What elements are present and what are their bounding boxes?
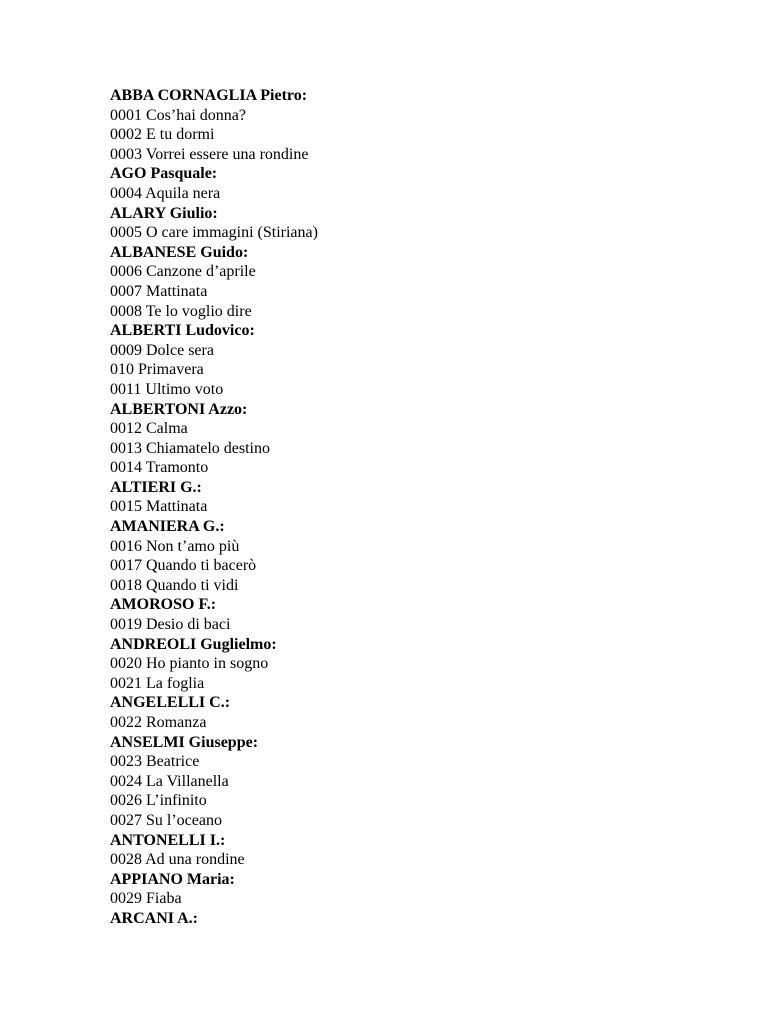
song-entry: 0018 Quando ti vidi [110,576,239,594]
composer-heading: ALTIERI G.: [110,478,202,496]
document-page [110,86,730,929]
composer-heading: ALBERTONI Azzo: [110,400,248,418]
song-entry: 0020 Ho pianto in sogno [110,655,269,673]
song-entry: 0019 Desio di baci [110,616,231,634]
song-entry: 0028 Ad una rondine [110,851,245,869]
song-entry: 0009 Dolce sera [110,341,214,359]
song-entry: 0004 Aquila nera [110,184,221,202]
song-entry: 0017 Quando ti bacerò [110,557,257,575]
song-entry: 0011 Ultimo voto [110,380,224,398]
song-entry: 0008 Te lo voglio dire [110,302,252,320]
composer-heading: AMANIERA G.: [110,518,225,536]
composer-heading: ALBANESE Guido: [110,243,249,261]
song-entry: 0013 Chiamatelo destino [110,439,270,457]
composer-heading: AGO Pasquale: [110,165,218,183]
composer-heading: ANSELMI Giuseppe: [110,733,259,751]
song-entry: 0022 Romanza [110,714,207,731]
song-entry: 0001 Cos’hai donna? [110,106,246,124]
song-entry: 0023 Beatrice [110,753,200,771]
song-entry: 0002 E tu dormi [110,126,215,144]
song-entry: 0012 Calma [110,420,188,438]
composer-heading: ANDREOLI Guglielmo: [110,635,277,653]
composer-heading: APPIANO Maria: [110,870,235,888]
composer-heading: AMOROSO F.: [110,596,217,614]
composer-heading: ALBERTI Ludovico: [110,322,255,340]
composer-heading: ALARY Giulio: [110,204,218,222]
song-entry: 0021 La foglia [110,674,205,692]
composer-heading: ARCANI A.: [110,909,198,927]
entry-list [110,86,730,929]
song-entry: 0006 Canzone d’aprile [110,263,256,281]
song-entry: 0015 Mattinata [110,498,208,516]
song-entry: 0016 Non t’amo più [110,537,240,555]
song-entry: 0026 L’infinito [110,792,207,810]
song-entry: 0005 O care immagini (Stiriana) [110,224,318,242]
song-entry: 0003 Vorrei essere una rondine [110,145,309,163]
composer-heading: ANGELELLI C.: [110,694,231,712]
song-entry: 0007 Mattinata [110,282,208,300]
composer-heading: ANTONELLI I.: [110,831,226,849]
song-entry: 0027 Su l’oceano [110,811,222,829]
song-entry: 0029 Fiaba [110,890,182,908]
song-entry: 0014 Tramonto [110,459,209,477]
song-entry: 010 Primavera [110,361,204,379]
song-entry: 0024 La Villanella [110,772,229,790]
composer-heading: ABBA CORNAGLIA Pietro: [110,87,308,104]
